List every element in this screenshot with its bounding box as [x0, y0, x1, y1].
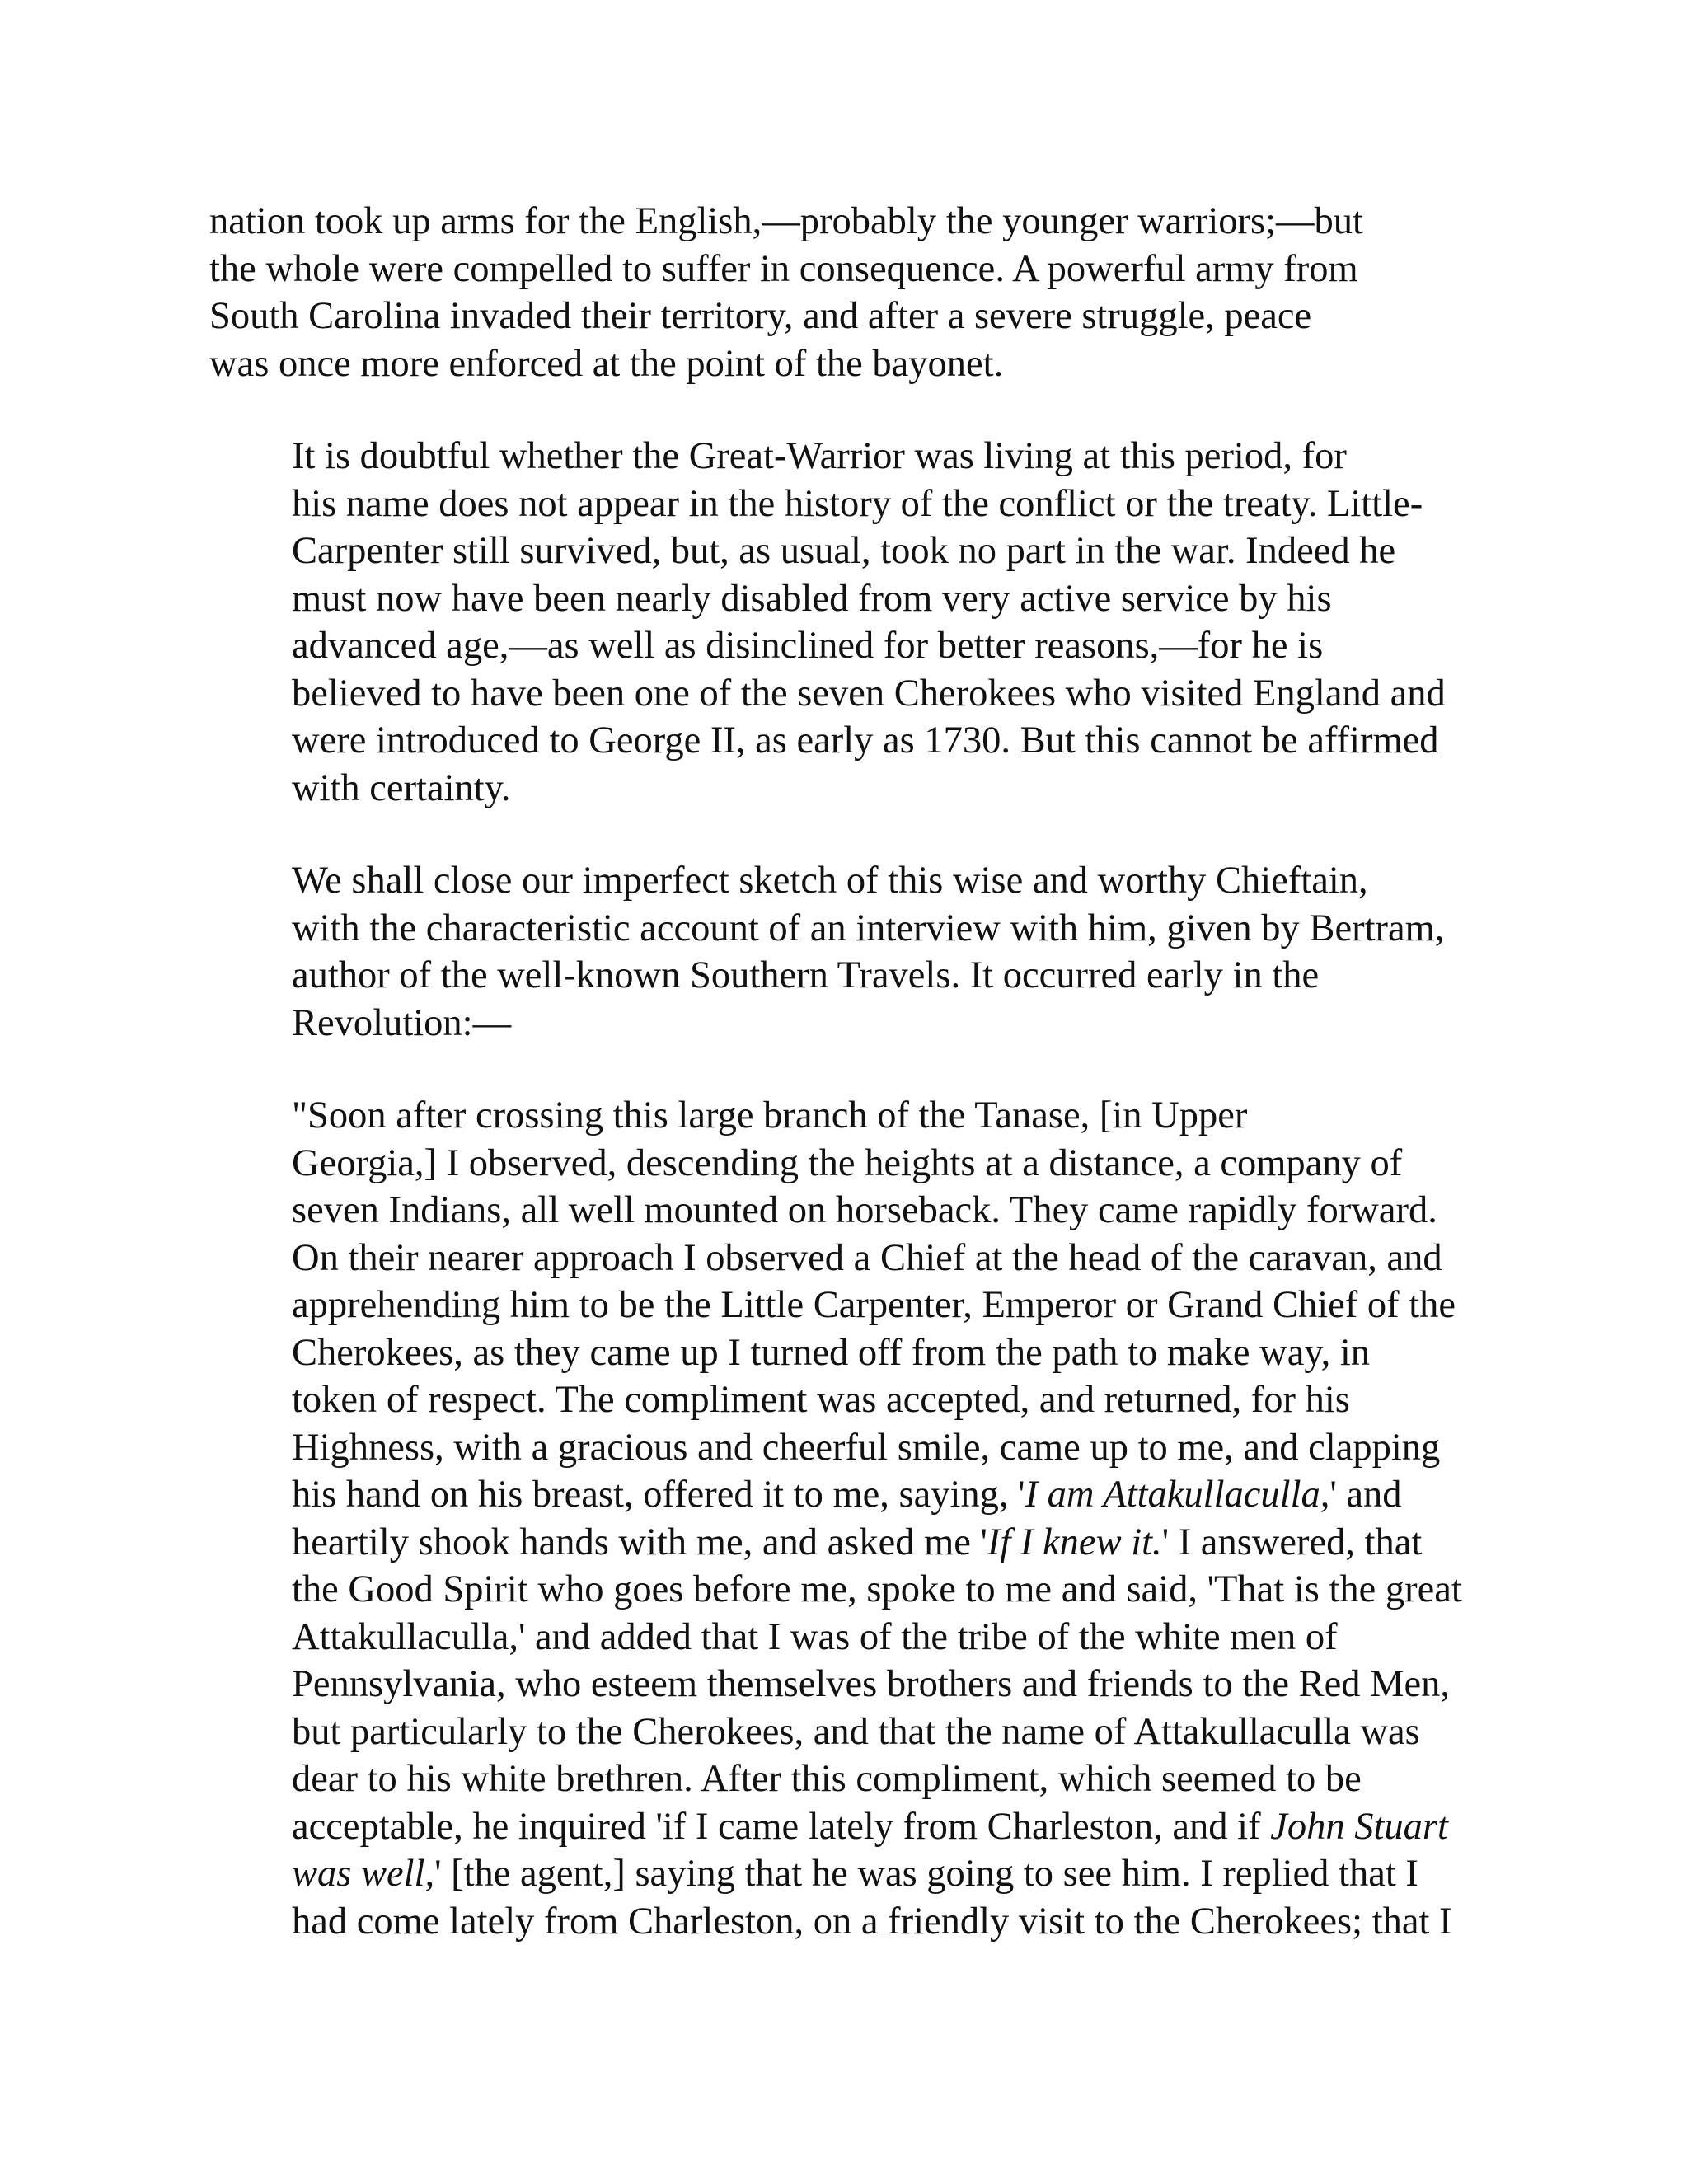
text-run: Carpenter still survived, but, as usual, took no part in the war. Indeed he [292, 530, 1396, 572]
text-line [209, 1708, 1495, 1756]
text-run: Revolution:— [292, 1001, 512, 1044]
text-run: author of the well-known Southern Travels. It occurred early in the [292, 954, 1320, 996]
text-line [209, 1661, 1495, 1708]
text-line [209, 527, 1495, 575]
italic-text: If I knew it. [987, 1521, 1162, 1563]
text-line [209, 293, 1495, 340]
text-run: dear to his white brethren. After this compliment, which seemed to be [292, 1758, 1362, 1800]
text-line [209, 670, 1495, 718]
text-line [209, 1566, 1495, 1614]
text-run: the whole were compelled to suffer in consequence. A powerful army from [209, 247, 1358, 290]
text-line [209, 717, 1495, 765]
text-run: his name does not appear in the history of the conflict or the treaty. Little- [292, 482, 1423, 525]
text-run: advanced age,—as well as disinclined for better reasons,—for he is [292, 625, 1324, 667]
text-line [209, 198, 1495, 246]
text-line [209, 1187, 1495, 1235]
text-line [209, 1803, 1495, 1851]
paragraph [209, 198, 1495, 387]
text-run: ' [the agent,] saying that he was going to see him. I replied that I [434, 1853, 1418, 1895]
text-run: were introduced to George II, as early as 1730. But this cannot be affirmed [292, 719, 1439, 762]
text-line [209, 765, 1495, 813]
text-run: must now have been nearly disabled from very active service by his [292, 577, 1332, 620]
italic-text: I am Attakullaculla, [1025, 1474, 1330, 1516]
text-line [209, 1092, 1495, 1140]
text-run: believed to have been one of the seven Cherokees who visited England and [292, 672, 1446, 715]
text-line [209, 1519, 1495, 1567]
text-run: token of respect. The compliment was accepted, and returned, for his [292, 1379, 1350, 1421]
text-run: nation took up arms for the English,—probably the younger warriors;—but [209, 200, 1363, 242]
text-run: acceptable, he inquired 'if I came lately from Charleston, and if [292, 1805, 1271, 1848]
text-run: Georgia,] I observed, descending the heights at a distance, a company of [292, 1141, 1403, 1184]
text-line [209, 1755, 1495, 1803]
text-line [209, 340, 1495, 388]
text-run: Highness, with a gracious and cheerful smile, came up to me, and clapping [292, 1426, 1441, 1469]
text-run: heartily shook hands with me, and asked me ' [292, 1521, 987, 1563]
text-line [209, 1614, 1495, 1661]
text-line [209, 905, 1495, 953]
text-run: It is doubtful whether the Great-Warrior was living at this period, for [292, 435, 1347, 477]
text-run: but particularly to the Cherokees, and that the name of Attakullaculla was [292, 1710, 1420, 1753]
text-line [209, 1282, 1495, 1329]
text-run: with certainty. [292, 766, 511, 809]
text-run: Cherokees, as they came up I turned off from the path to make way, in [292, 1331, 1371, 1374]
text-line [209, 1898, 1495, 1946]
text-line [209, 433, 1495, 480]
text-line [209, 1235, 1495, 1282]
text-run: On their nearer approach I observed a Chief at the head of the caravan, and [292, 1236, 1442, 1279]
text-run: apprehending him to be the Little Carpenter, Emperor or Grand Chief of the [292, 1284, 1456, 1326]
text-line [209, 952, 1495, 1000]
text-run: Attakullaculla,' and added that I was of the tribe of the white men of [292, 1615, 1338, 1658]
document-page [209, 198, 1495, 1990]
text-line [209, 1424, 1495, 1472]
text-line [209, 857, 1495, 905]
italic-text: was well, [292, 1853, 435, 1895]
text-line [209, 622, 1495, 670]
text-line [209, 1376, 1495, 1424]
text-line [209, 1140, 1495, 1188]
text-line [209, 1329, 1495, 1377]
text-run: We shall close our imperfect sketch of this wise and worthy Chieftain, [292, 860, 1368, 902]
text-line [209, 1850, 1495, 1898]
paragraph [209, 433, 1495, 812]
text-line [209, 1000, 1495, 1047]
text-run: was once more enforced at the point of the bayonet. [209, 342, 1004, 385]
paragraph [209, 857, 1495, 1047]
text-run: "Soon after crossing this large branch of the Tanase, [in Upper [292, 1094, 1248, 1137]
paragraph [209, 1092, 1495, 1945]
text-run: ' I answered, that [1161, 1521, 1423, 1563]
text-line [209, 480, 1495, 528]
text-run: Pennsylvania, who esteem themselves brothers and friends to the Red Men, [292, 1663, 1451, 1705]
text-run: South Carolina invaded their territory, and after a severe struggle, peace [209, 295, 1312, 337]
text-run: the Good Spirit who goes before me, spoke to me and said, 'That is the great [292, 1568, 1462, 1610]
text-run: with the characteristic account of an interview with him, given by Bertram, [292, 907, 1445, 949]
text-run: had come lately from Charleston, on a friendly visit to the Cherokees; that I [292, 1900, 1452, 1943]
text-run: seven Indians, all well mounted on horseback. They came rapidly forward. [292, 1189, 1437, 1231]
text-line [209, 1471, 1495, 1519]
italic-text: John Stuart [1270, 1805, 1448, 1848]
text-line [209, 246, 1495, 293]
text-run: ' and [1329, 1474, 1402, 1516]
text-run: his hand on his breast, offered it to me, saying, ' [292, 1474, 1025, 1516]
text-line [209, 575, 1495, 623]
